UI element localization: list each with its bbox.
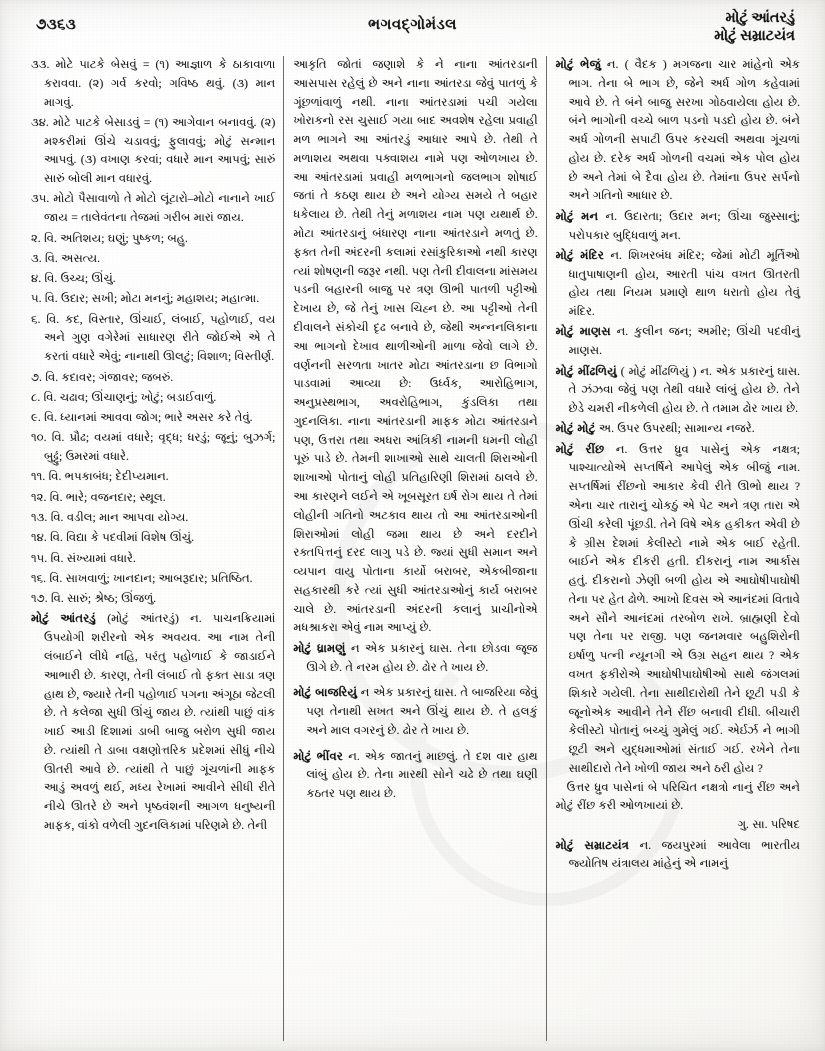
book-title: ભગવદ્ગોમંડલ — [368, 17, 457, 33]
sense-9: ૯. વિ. ધ્યાનમાં આવવા જોગ; ભારે અસર કરે તેવું. — [31, 411, 253, 425]
dictionary-entry-motu-manas — [556, 323, 800, 361]
entry-headword: મોટું મીંઢળિયું — [555, 364, 617, 378]
entry-pos: ન — [350, 641, 360, 655]
sense-14: ૧૪. વિ. વિદ્યા કે પદવીમાં વિશેષ ઊંચું. — [31, 531, 194, 545]
entry-definition: એક પ્રકારનું ઘાસ. તે ઝંઝવા જેવું પણ તેથી વધારે લાંબું હોય છે. તેને છેડે ચમરી નીકળેલી હોય છે. તે તમામ ઢોર ખાય છે. — [568, 364, 801, 416]
entry-headword: મોટું સમ્રાટયંત્ર — [555, 838, 630, 852]
column-3 — [547, 56, 809, 1043]
entry-headword: મોટું રીંછ — [555, 442, 605, 456]
entry-variant: (મોટું આંતરડું) — [107, 612, 179, 626]
entry-headword: મોટું ભેજું — [555, 58, 601, 71]
entry-definition: ઉત્તર ધ્રુવ પાસેનું એક નક્ષત્ર; પાશ્ચાત્યોએ સપ્તર્ષિને આપેલું એક બીજું નામ. સપ્તર્ષિમાં રીંછનો આકાર કેવી રીતે ઊભો થાય ? એના ચાર તારાનું ચોકઠું એ પેટ અને ત્રણ તારા એ ઊંચી કરેલી પૂંછડી. તેને વિષે એક હકીકત એવી છે કે ગ્રીસ દેશમાં કેલીસ્ટો નામે એક બાઈ રહેતી. બાઈને એક દીકરી હતી. દીકરાનું નામ આર્કાસ હતું. દીકરાનો ઝેણી બળી હોય એ આઘોષીપાઘોષી તેના પર હેત ઢોળે. આખો દિવસ એ આનંદમાં વિતાવે અને સૌને આનંદમાં તરબોળ રાખે. બ્રાહ્મણી દેવો પણ તેના પર રાજી. પણ જનમવાર બહુશિરોની ઇર્ષાળુ પત્ની ન્યૂનગી એ ઉગ્ર સહન થાય ? એક વખત ફકીરોએ આઘોષીપાઘોષીઓ સાથે જંગલમાં શિકારે ગયેલી. તેના સાથીદારોથી તેને છૂટી પડી કે જૂનોએક આવીને તેને રીંછ બનાવી દીધી. બીચારી કેલીસ્ટો પોતાનું બચ્ચું ગુમેલું ગઈ. એર્ઇર્ઝ ને ભાગી છૂટી અને યુદ્ધમાઓમાં સંતાઈ ગઈ. રખેને તેના સાથીદારો તેને ખોળી જાય અને ઠરી હોય ? — [568, 442, 800, 775]
dictionary-entry-motu-bhinvar — [293, 748, 537, 804]
column-1 — [22, 56, 284, 1043]
dictionary-entry-motu-rinchh — [556, 441, 800, 779]
sense-11: ૧૧. વિ. ભપકાબંધ; દેદીપ્યમાન. — [31, 470, 169, 484]
entry-attribution: ગુ. સા. પરિષદ — [737, 818, 800, 832]
sense-34: ૩૪. મોટે પાટકે બેસાડવું = (૧) આગેવાન બનાવવું. (૨) મશ્કરીમાં ઊંચે ચડાવવું; ફુલાવવું; મોટું સન્માન આપવું. (૩) વખાણ કરવાં; વધારે માન આપવું; સારું સારું બોલી માન વધારવું. — [31, 115, 276, 186]
sense-10: ૧૦. વિ. પ્રૌઢ; વયમાં વધારે; વૃદ્ધ; ધરડું; જૂનું; બુઝર્ગ; બુઢ્ઢું; ઉમરમાં વધારે. — [31, 431, 276, 464]
dictionary-entry-motu-mandir — [556, 247, 800, 322]
sense-13: ૧૩. વિ. વડીલ; માન આપવા યોગ્ય. — [31, 510, 189, 524]
sense-15: ૧૫. વિ. સંખ્યામાં વધારે. — [31, 551, 136, 565]
sense-17: ૧૭. વિ. સારું; શ્રેષ્ઠ; ઊંજળું. — [31, 592, 157, 606]
entry-pos: ન. — [605, 209, 618, 223]
entry-pos: ન. — [606, 58, 619, 71]
entry-definition: જયપુરમાં આવેલા ભારતીય જ્યોતિષ યંત્રાલય માંહેનું એ નામનું — [568, 838, 800, 871]
entry-pos: ન. — [700, 364, 712, 378]
entry-pos: ન. — [610, 248, 622, 262]
dictionary-entry-motu-bheju — [556, 56, 800, 206]
entry-pos: ન. — [639, 838, 652, 852]
entry-headword: મોટું બાજરિયું — [293, 686, 358, 700]
entry-pos: અ. — [598, 422, 615, 436]
entry-definition: ઉપર ઉપરથી; સામાન્ય નજરે. — [617, 422, 755, 436]
entry-definition: મગજના ચાર માંહેનો એક ભાગ. તેના બે ભાગ છે, જેને અર્ધ ગોળ કહેવામાં આવે છે. તે બંને બાજુ સરખા ગોઠવાયેલા હોય છે. બંને ભાગોની વચ્ચે બાળ પડનો પડદો હોય છે. બંને અર્ધ ગોળની સપાટી ઉપર કરચલી અથવા ગૂંચળાં હોય છે. દરેક અર્ધ ગોળની વચમાં એક પોલ હોય છે અને તેમાં બે દૈવા હોય છે. તેમાંના ઉપર સર્પનો અને ગતિનો આધાર છે. — [568, 58, 800, 203]
entry-pos: ન. — [190, 612, 202, 626]
entry-definition: શિખરબંધ મંદિર; જેમાં મોટી મૂર્તિઓ ધાતુપાષાણની હોય, આરતી પાંચ વખત ઊતરતી હોય તથા નિયમ પ્રમાણે થાળ ધરાતો હોય તેવું મંદિર. — [568, 248, 800, 319]
entry-pos: ન. — [615, 442, 628, 456]
dictionary-entry-motu-man — [556, 208, 800, 246]
sense-35: ૩૫. મોટો પૈસાવાળો તે મોટો લૂંટારો–મોટો નાનાને ખાઈ જાય = તાલેવંતના તેજમાં ગરીબ મારાં જાય. — [31, 192, 276, 225]
entry-headword: મોટું આંતરડું — [31, 612, 96, 626]
entry-headword: મોટું માણસ — [555, 325, 611, 339]
entry-definition: પાચનક્રિયામાં ઉપયોગી શરીરનો એક અવયવ. આ નામ તેની લંબાઈને લીધે નહિ, પરંતુ પહોળાઈ કે જાડાઈને આભારી છે. કારણ, તેની લંબાઈ તો ફક્ત સાડા ત્રણ હાથ છે, જ્યારે તેની પહોળાઈ પગના અંગૂઠા જેટલી છે. તે કલેજા સુધી ઊંચું જાય છે. ત્યાંથી પાછું વાંક ખાઈ આડી દિશામાં ડાબી બાજુ બરોળ સુધી જાય છે. ત્યાંથી તે ડાબા વક્ષણોત્તરિક પ્રદેશમાં સીધું નીચે ઊતરી આવે છે. ત્યાંથી તે પાછું ગૂંચળાંની માફક આડું અવળું થઈ, મધ્ય રેખામાં આવીને સીધી રીતે નીચે ઊતરે છે અને પૃષ્ઠવંશની આગળ ધનુષ્યની માફક, વાંકો વળેલી ગુદનલિકામાં પરિણમે છે. તેની — [44, 612, 276, 832]
sense-33: ૩૩. મોટે પાટકે બેસવું = (૧) આજ્ઞાળ કે ઠાકાવાળા કરાવવા. (૨) ગર્વ કરવો; ગવિષ્ઠ થવું. (૩) માન માગવું. — [31, 58, 276, 109]
entry-headword: મોટું ભીંવર — [293, 749, 344, 763]
sense-6: ૬. વિ. કદ, વિસ્તાર, ઊંચાઈ, લંબાઈ, પહોળાઈ, વય અને ગુણ વગેરેમાં સાધારણ રીતે જોઈએ એ તે કરતાં વધારે એવું; નાનાથી ઊલટું; વિશાળ; વિસ્તીર્ણ. — [31, 312, 276, 364]
entry-headword: મોટું મંદિર — [555, 248, 605, 262]
sense-5: ૫. વિ. ઉદાર; સખી; મોટા મનનું; મહાશય; મહાત્મા. — [31, 292, 260, 306]
running-head-line-2: મોટું સમ્રાટયંત્ર — [714, 27, 795, 44]
entry-definition: કુલીન જન; અમીર; ઊંચી પદવીનું માણસ. — [568, 325, 800, 358]
entry-label: ( વૈદક ) — [624, 58, 667, 71]
page-number: ૭૩૬૩ — [36, 17, 77, 33]
sense-7: ૭. વિ. કદાવર; ગંજાવર; જબરું. — [31, 370, 174, 384]
sense-3: ૩. વિ. અસત્ય. — [31, 251, 101, 265]
entry-continuation-text: આકૃતિ જોતાં જણાશે કે ને નાના આંતરડાની આસપાસ રહેલું છે અને નાના આંતરડા જેવું પાતળું કે ગૂંછળાંવાળું નથી. નાના આંતરડામાં પચી ગયેલા ખોરાકનો રસ ચુસાઈ ગયા બાદ અવશેષ રહેલા પ્રવાહી મળ ભાગને આ આંતરડું આધાર આપે છે. તેથી તે મળાશય અથવા પક્વાશય નામે પણ ઓળખાય છે. આ આંતરડામાં પ્રવાહી મળભાગનો જલભાગ શોષાઈ જતાં તે કઠણ થાય છે અને યોગ્ય સમયે તે બહાર ધકેલાય છે. તેથી તેનું મળાશય નામ પણ યથાર્થ છે. મોટા આંતરડાનું બંધારણ નાના આંતરડાને મળતું છે. ફક્ત તેની અંદરની કલામાં રસાંકુરિકાઓ નથી કારણ ત્યાં શોષણની જરૂર નથી. પણ તેની દીવાલના માંસમય પડની બહારની બાજુ પર ત્રણ ઊભી પાતળી પટ્ટીઓ દેખાય છે, જે તેનું ખાસ ચિહ્ન છે. આ પટ્ટીઓ તેની દીવાલને સંકોચી દૃઢ બનાવે છે, જેથી અન્નનલિકાના આ ભાગનો દેખાવ થાળીઓની માળા જેવો લાગે છે. વર્ણનની સરળતા ખાતર મોટા આંતરડાના છ વિભાગો પાડવામાં આવ્યા છે: ઉર્ધ્વક, આરોહિભાગ, અનુપ્રસ્થભાગ, અવરોહિભાગ, કુંડલિકા તથા ગુદનલિકા. નાના આંતરડાની માફક મોટા આંતરડાને પણ, ઉત્તરા તથા અધરા આંત્રિકી નામની ધમની લોહી પૂરું પાડે છે. તેમની શાખાઓ સાથે ચાલતી શિરાઓની શાખાઓ પોતાનું લોહી પ્રતિહારિણી શિરામાં ઠાલવે છે. આ કારણને લઈને એ ખૂબસૂરત ઇર્ષ રોગ થાય તે તેમાં લોહીની ગતિનો અટકાવ થાય તો આ આંતરડાઓની શિરાઓમાં લોહી જમા થાય છે અને દરદીને રક્તપિત્તનું દરદ લાગુ પડે છે. જ્યાં સુધી સમાન અને વ્યપાન વાયુ પોતાના કાર્યો બરાબર, એકબીજાના સહકારથી કરે ત્યાં સુધી આંતરડાઓનું કાર્ય બરાબર ચાલે છે. આંતરડાની અંદરની કલાનું પ્રાચીનોએ મધશ્રાકરા એવું નામ આપ્યું છે. — [293, 58, 538, 635]
entry-headword: મોટું મન — [555, 209, 599, 223]
column-2 — [284, 56, 546, 1043]
entry-variant: ( મોટું મીંઢળિયું ) — [620, 364, 697, 378]
dictionary-entry-motu-bajariyu — [293, 684, 537, 740]
entry-note-paragraph: ઉત્તર ધ્રુવ પાસેનાં બે પરિચિત નક્ષત્રો નાનું રીંછ અને મોટું રીંછ કરી ઓળખાયાં છે. — [555, 780, 800, 813]
entry-headword: મોટું ધ્રામણું — [293, 641, 346, 655]
text-columns — [22, 56, 809, 1043]
entry-definition: એક જાતનું માછલું. તે દશ વાર હાથ લાંબું હોય છે. તેના મારથી સોને ચઢે છે તથા ઘણી કઠતર પણ થાય છે. — [306, 749, 538, 801]
entry-pos: ન. — [348, 749, 360, 763]
sense-2: ૨. વિ. અતિશય; ઘણું; પુષ્કળ; બહુ. — [31, 231, 188, 245]
entry-pos: ન. — [616, 325, 629, 339]
entry-pos: ન — [360, 686, 370, 700]
dictionary-entry-motu-mindhaliyu — [556, 363, 800, 419]
entry-definition: ઉદારતા; ઉદાર મન; ઊંચા જુસ્સાનું; પરોપકાર બુદ્ધિવાળું મન. — [568, 209, 800, 242]
entry-definition: એક પ્રકારનું ઘાસ. તે બાજરિયા જેવું પણ તેનાથી સખત અને ઊંચું થાય છે. તે હલકું અને માલ વગરનું છે. ઢોર તે ખાય છે. — [306, 686, 538, 737]
entry-definition: એક પ્રકારનું ઘાસ. તેના છોડવા જૂજ ઊગે છે. તે નરમ હોય છે. ઢોર તે ખાય છે. — [306, 641, 538, 674]
dictionary-entry-motu-dhramanu — [293, 640, 537, 678]
dictionary-entry-motu-antardu — [31, 610, 275, 835]
sense-4: ૪. વિ. ઉચ્ચ; ઊંચું. — [31, 272, 116, 286]
sense-12: ૧૨. વિ. ભારે; વજનદાર; સ્થૂલ. — [31, 490, 166, 504]
page-header — [0, 10, 825, 56]
entry-headword: મોટું મોટું — [555, 422, 596, 436]
sense-16: ૧૬. વિ. સાખવાળું; ખાનદાન; આબરૂદાર; પ્રતિષ્ઠિત. — [31, 571, 253, 585]
sense-8: ૮. વિ. ચઢાવ; ઊંચાણનું; ખોટું; બડાઈવાળું. — [31, 390, 217, 404]
running-head — [714, 10, 795, 45]
running-head-line-1: મોટું આંતરડું — [725, 10, 795, 26]
dictionary-entry-motu-motu — [556, 420, 800, 439]
dictionary-entry-motu-samratyantra — [556, 837, 800, 875]
